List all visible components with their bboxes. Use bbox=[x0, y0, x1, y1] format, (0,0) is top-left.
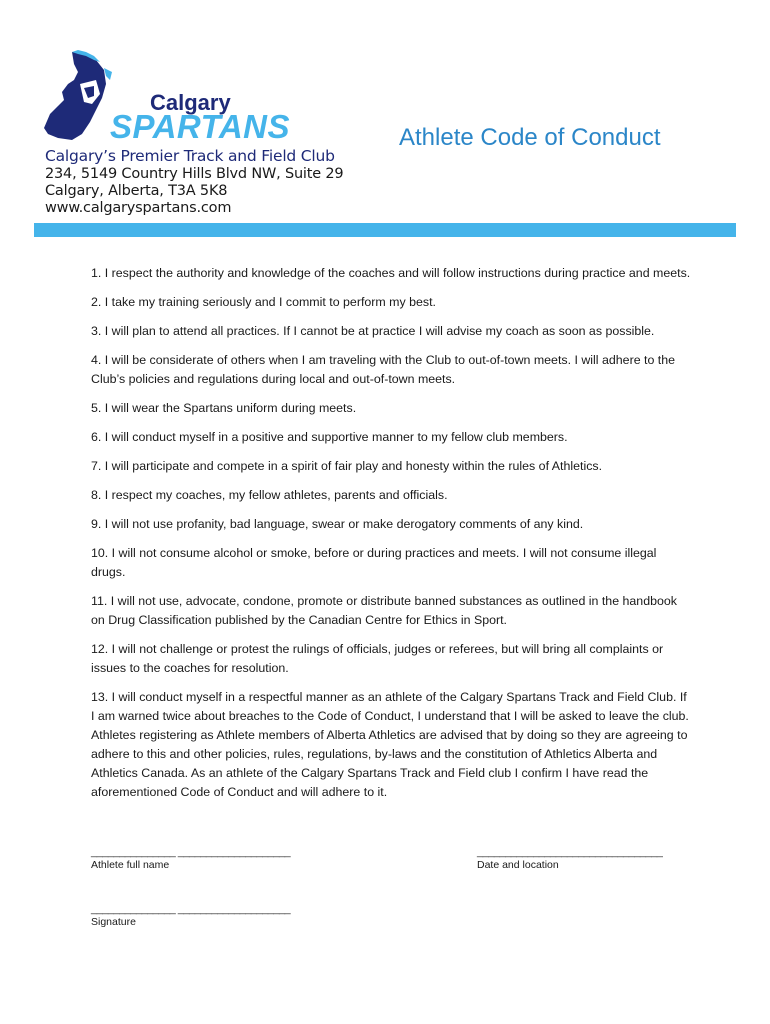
list-item: 6. I will conduct myself in a positive and supportive manner to my fellow club members. bbox=[91, 430, 568, 444]
org-address-line-1: 234, 5149 Country Hills Blvd NW, Suite 29 bbox=[45, 166, 344, 182]
athlete-name-line[interactable]: _______________ ____________________ bbox=[91, 846, 291, 858]
list-item: 2. I take my training seriously and I commit to perform my best. bbox=[91, 295, 436, 309]
list-item: 4. I will be considerate of others when I am traveling with the Club to out-of-town meets. I will adhere to the Club’s policies and regulations during local and out-of-town meets. bbox=[91, 353, 676, 386]
signature-line[interactable]: _______________ ____________________ bbox=[91, 903, 291, 915]
page-title: Athlete Code of Conduct bbox=[399, 124, 661, 151]
list-item: 5. I will wear the Spartans uniform during meets. bbox=[91, 401, 357, 415]
date-location-line[interactable]: _________________________________ bbox=[477, 846, 663, 858]
list-item: 12. I will not challenge or protest the rulings of officials, judges or referees, but will bring all complaints or issues to the coaches for resolution. bbox=[91, 642, 664, 675]
list-item: 10. I will not consume alcohol or smoke, before or during practices and meets. I will not consume illegal drugs. bbox=[91, 546, 657, 579]
org-website: www.calgaryspartans.com bbox=[45, 200, 232, 216]
logo-calgary-text: Calgary bbox=[150, 90, 231, 115]
list-item: 1. I respect the authority and knowledge of the coaches and will follow instructions during practice and meets. bbox=[91, 266, 691, 280]
calgary-spartans-logo bbox=[44, 50, 344, 140]
header-divider-bar bbox=[34, 223, 736, 237]
list-item: 8. I respect my coaches, my fellow athletes, parents and officials. bbox=[91, 488, 448, 502]
date-location-label: Date and location bbox=[477, 859, 559, 871]
athlete-name-label: Athlete full name bbox=[91, 859, 170, 871]
list-item: 9. I will not use profanity, bad language, swear or make derogatory comments of any kind. bbox=[91, 517, 584, 531]
list-item: 13. I will conduct myself in a respectful manner as an athlete of the Calgary Spartans Track and Field Club. If I am warned twice about breaches to the Code of Conduct, I understand that I will be asked to leave the club. Athletes registering as Athlete members of Alberta Athletics are advised that by doing so they are agreeing to adhere to this and other policies, rules, regulations, by-laws and the constitution of Athletics Alberta and Athletics Canada. As an athlete of the Calgary Spartans Track and Field club I confirm I have read the aforementioned Code of Conduct and will adhere to it. bbox=[91, 690, 689, 799]
spartan-helmet-icon bbox=[44, 50, 112, 140]
org-tagline: Calgary’s Premier Track and Field Club bbox=[45, 147, 335, 165]
list-item: 7. I will participate and compete in a spirit of fair play and honesty within the rules of Athletics. bbox=[91, 459, 603, 473]
list-item: 3. I will plan to attend all practices. If I cannot be at practice I will advise my coach as soon as possible. bbox=[91, 324, 655, 338]
signature-label: Signature bbox=[91, 916, 136, 928]
org-address-line-2: Calgary, Alberta, T3A 5K8 bbox=[45, 183, 228, 199]
list-item: 11. I will not use, advocate, condone, promote or distribute banned substances as outlined in the handbook on Drug Classification published by the Canadian Centre for Ethics in Sport. bbox=[91, 594, 677, 627]
logo-spartans-text: SPARTANS bbox=[110, 108, 291, 140]
code-of-conduct-list bbox=[91, 264, 691, 812]
